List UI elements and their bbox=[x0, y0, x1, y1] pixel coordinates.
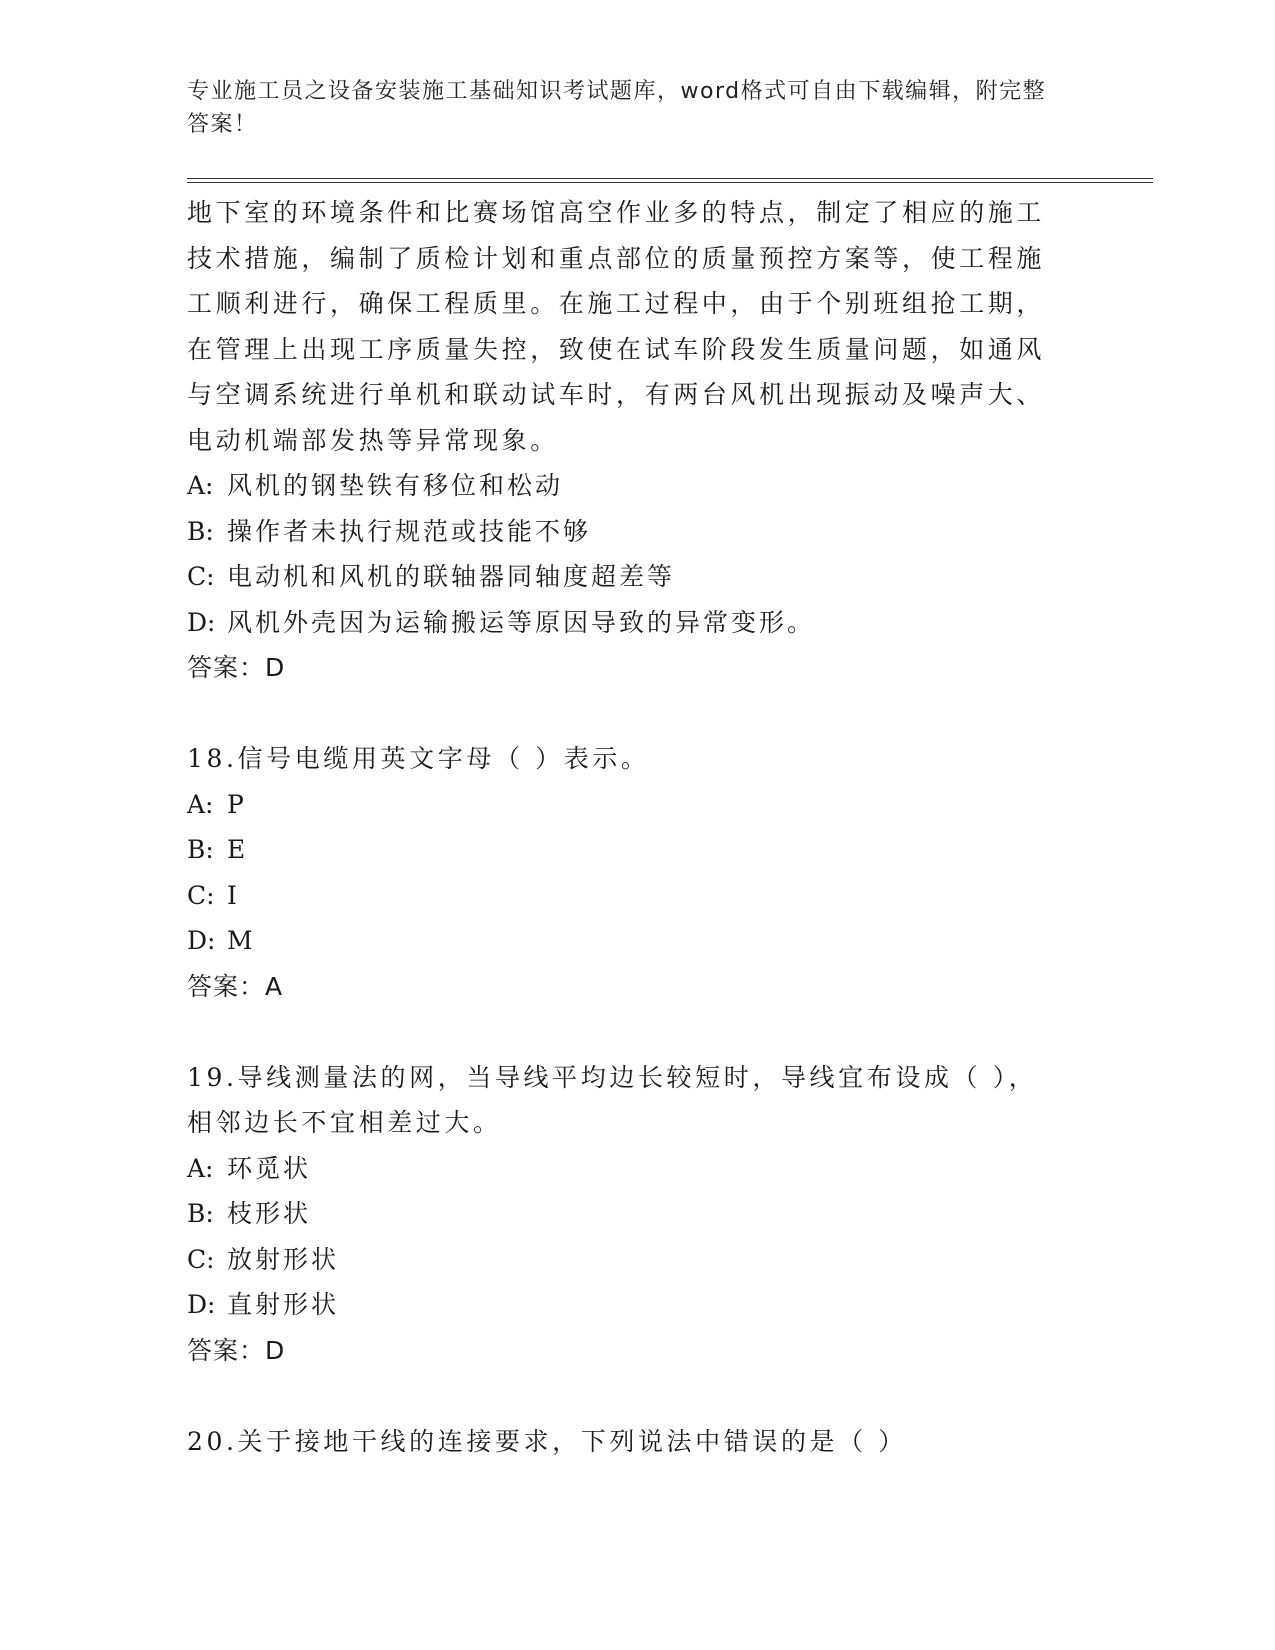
question-block bbox=[187, 1419, 1067, 1465]
option-text: 环觅状 bbox=[227, 1153, 312, 1183]
question-stem-line: 18.信号电缆用英文字母（ ）表示。 bbox=[187, 744, 650, 773]
option-c bbox=[187, 873, 1067, 919]
option-key: C: bbox=[187, 1244, 215, 1274]
question-stem-line: 工顺利进行，确保工程质里。在施工过程中，由于个别班组抢工期， bbox=[187, 289, 1046, 318]
option-key: A: bbox=[187, 471, 214, 500]
answer-line: 答案：D bbox=[187, 653, 286, 682]
option-text: M bbox=[227, 926, 256, 955]
answer-line: 答案：A bbox=[187, 971, 284, 1001]
question-block bbox=[187, 736, 1067, 1009]
option-a bbox=[187, 782, 1067, 828]
spacer bbox=[187, 1373, 1067, 1419]
page-header: 专业施工员之设备安装施工基础知识考试题库，word格式可自由下载编辑，附完整答案！ bbox=[187, 79, 1047, 137]
option-text: 操作者未执行规范或技能不够 bbox=[227, 516, 592, 546]
option-text: 直射形状 bbox=[227, 1290, 340, 1319]
option-key: C: bbox=[187, 880, 215, 910]
option-text: 枝形状 bbox=[227, 1199, 312, 1228]
question-stem-line: 相邻边长不宜相差过大。 bbox=[187, 1108, 502, 1137]
option-d bbox=[187, 600, 1067, 646]
option-text: E bbox=[227, 835, 249, 864]
question-stem-line: 在管理上出现工序质量失控，致使在试车阶段发生质量问题，如通风 bbox=[187, 334, 1046, 364]
option-c bbox=[187, 1237, 1067, 1283]
spacer bbox=[187, 1009, 1067, 1055]
question-content bbox=[187, 190, 1067, 1464]
option-key: D: bbox=[187, 926, 216, 955]
option-text: P bbox=[227, 789, 247, 819]
option-key: A: bbox=[187, 789, 214, 819]
answer-line: 答案：D bbox=[187, 1335, 286, 1365]
option-c bbox=[187, 554, 1067, 600]
question-block bbox=[187, 190, 1067, 691]
option-b bbox=[187, 1191, 1067, 1237]
option-key: B: bbox=[187, 1199, 214, 1228]
option-key: B: bbox=[187, 516, 214, 546]
option-a bbox=[187, 1146, 1067, 1192]
option-text: 风机外壳因为运输搬运等原因导致的异常变形。 bbox=[227, 607, 816, 637]
question-stem-line: 技术措施，编制了质检计划和重点部位的质量预控方案等，使工程施 bbox=[187, 243, 1046, 273]
option-text: 风机的钢垫铁有移位和松动 bbox=[227, 471, 564, 500]
question-stem-line: 19.导线测量法的网，当导线平均边长较短时，导线宜布设成（ ）， bbox=[187, 1062, 1038, 1092]
option-key: D: bbox=[187, 607, 216, 637]
option-text: 电动机和风机的联轴器同轴度超差等 bbox=[227, 562, 676, 591]
question-stem-line: 与空调系统进行单机和联动试车时，有两台风机出现振动及噪声大、 bbox=[187, 380, 1046, 409]
option-key: D: bbox=[187, 1290, 216, 1319]
option-d bbox=[187, 918, 1067, 964]
question-stem-line: 20.关于接地干线的连接要求，下列说法中错误的是（ ） bbox=[187, 1426, 907, 1456]
option-b bbox=[187, 509, 1067, 555]
option-key: A: bbox=[187, 1153, 214, 1183]
option-text: 放射形状 bbox=[227, 1244, 340, 1274]
question-stem-line: 电动机端部发热等异常现象。 bbox=[187, 425, 559, 455]
option-a bbox=[187, 463, 1067, 509]
question-stem-line: 地下室的环境条件和比赛场馆高空作业多的特点，制定了相应的施工 bbox=[187, 198, 1046, 227]
spacer bbox=[187, 691, 1067, 737]
header-divider bbox=[187, 178, 1153, 183]
question-block bbox=[187, 1055, 1067, 1374]
option-b bbox=[187, 827, 1067, 873]
option-text: I bbox=[227, 880, 240, 910]
option-key: C: bbox=[187, 562, 215, 591]
option-key: B: bbox=[187, 835, 214, 864]
option-d bbox=[187, 1282, 1067, 1328]
